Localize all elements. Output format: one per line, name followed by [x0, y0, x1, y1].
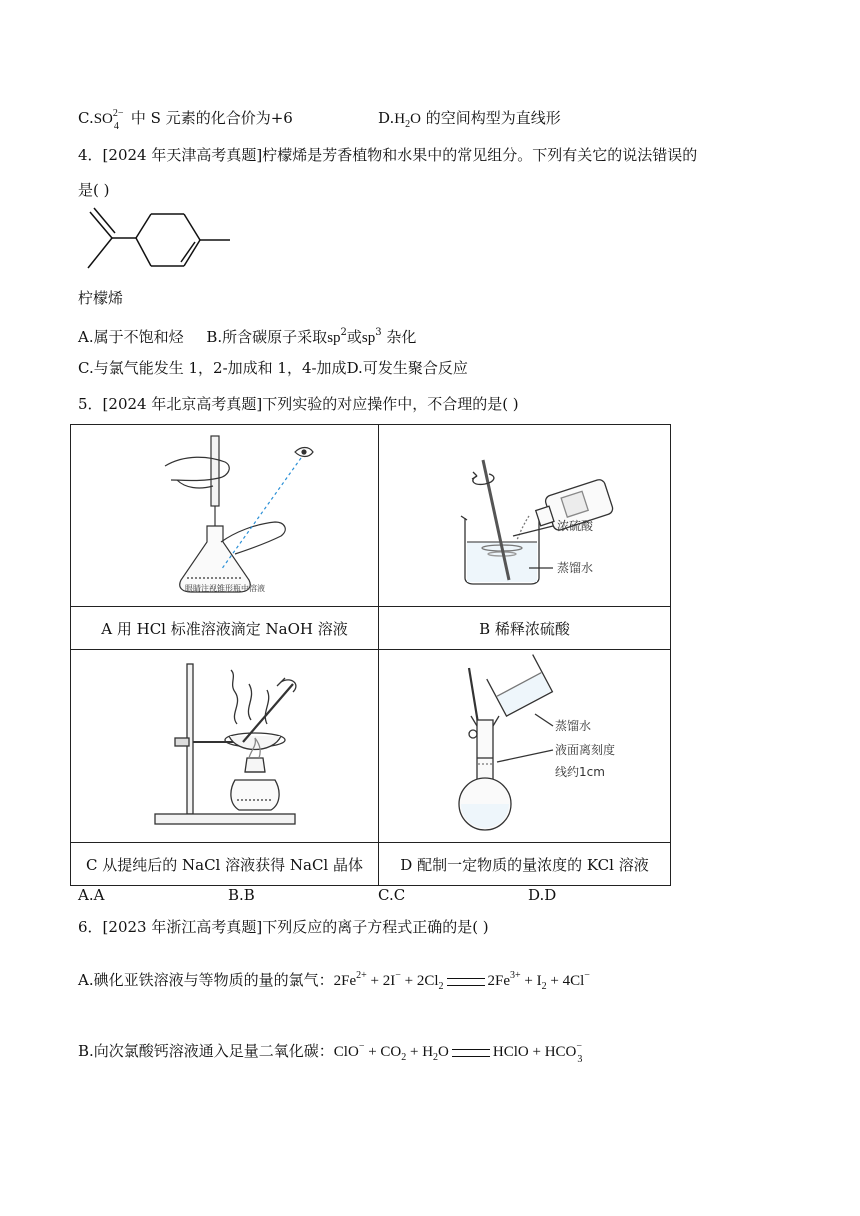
- label-level-line2: 线约1cm: [554, 765, 605, 779]
- eq-a-chlorine-sub: 2: [438, 981, 444, 992]
- eq-a-iodide-charge: −: [395, 970, 401, 981]
- label-distilled-water-d: 蒸馏水: [554, 719, 591, 733]
- q3-option-c-prefix: C.: [78, 109, 94, 127]
- q3-options-line: [78, 107, 561, 132]
- eq-b-co2: + CO: [368, 1044, 402, 1060]
- experiment-table: [70, 424, 671, 886]
- q4-option-d: D.可发生聚合反应: [346, 359, 468, 377]
- eq-a-fe3: 2Fe: [487, 973, 510, 989]
- eq-a-fe2: 2Fe: [333, 973, 357, 989]
- equation-a: [333, 970, 590, 992]
- q3-option-d: [378, 107, 561, 136]
- titration-illustration: [125, 430, 325, 598]
- q4-stem-line2: 是( ): [78, 181, 110, 199]
- cell-a-caption: A 用 HCl 标准溶液滴定 NaOH 溶液: [71, 607, 379, 650]
- q4-stem-line1: 4．[2024 年天津高考真题]柠檬烯是芳香植物和水果中的常见组分。下列有关它的说法错误的: [78, 146, 698, 164]
- cell-d-figure: [379, 650, 671, 843]
- q5-option-a: A.A: [78, 886, 105, 904]
- q4-option-b-text2: 杂化: [386, 328, 417, 346]
- cell-c-caption: C 从提纯后的 NaCl 溶液获得 NaCl 晶体: [71, 843, 379, 886]
- water-subscript: 2: [405, 119, 411, 130]
- equals-sign-a: [447, 978, 485, 986]
- molecule-name: 柠檬烯: [78, 289, 124, 307]
- titration-label: 眼睛注视锥形瓶中溶液: [184, 583, 265, 593]
- eq-a-iodine: + I: [524, 973, 542, 989]
- q5-stem: 5．[2024 年北京高考真题]下列实验的对应操作中，不合理的是( ): [78, 395, 519, 413]
- eq-a-chlorine: + 2Cl: [404, 973, 439, 989]
- q4-option-c: C.与氯气能发生 1，2-加成和 1，4-加成: [78, 359, 347, 377]
- eq-a-fe3-charge: 3+: [510, 970, 521, 981]
- dilution-illustration: [425, 430, 625, 598]
- q6-option-b-text: B.向次氯酸钙溶液通入足量二氧化碳：: [78, 1042, 334, 1060]
- eq-b-h: + H: [410, 1044, 434, 1060]
- q6-option-a-text: A.碘化亚铁溶液与等物质的量的氯气：: [78, 971, 334, 989]
- q4-option-b-sup3: 3: [375, 327, 382, 338]
- q3-option-d-prefix: D.: [378, 109, 395, 127]
- eq-a-iodide: + 2I: [370, 973, 396, 989]
- q4-option-b-or: 或: [346, 328, 362, 346]
- q5-option-d: D.D: [528, 886, 557, 904]
- cell-b-figure: [379, 425, 671, 607]
- q3-option-c-text: 中 S 元素的化合价为+6: [130, 109, 293, 127]
- sulfate-subscript: 4: [113, 121, 119, 132]
- cell-b-caption: B 稀释浓硫酸: [379, 607, 671, 650]
- water-h: H: [394, 111, 406, 127]
- q4-option-b-sup2: 2: [340, 327, 347, 338]
- q6-option-a: [78, 965, 590, 998]
- cell-d-caption: D 配制一定物质的量浓度的 KCl 溶液: [379, 843, 671, 886]
- q4-option-b-sp3: sp: [361, 330, 376, 346]
- eq-b-bicarbonate-sub: 3: [577, 1054, 583, 1065]
- sulfate-charge: 2−: [112, 108, 124, 119]
- q3-option-c: [78, 108, 293, 132]
- water-o: O: [410, 111, 421, 127]
- q3-option-d-text: 的空间构型为直线形: [425, 109, 561, 127]
- eq-b-hypochlorite: ClO: [333, 1044, 359, 1060]
- limonene-structure: [78, 206, 238, 276]
- q6-stem: 6．[2023 年浙江高考真题]下列反应的离子方程式正确的是( ): [78, 918, 489, 936]
- eq-a-iodine-sub: 2: [541, 981, 547, 992]
- q4-options-cd: [78, 357, 468, 379]
- q4-options-ab: [78, 322, 416, 349]
- eq-b-o: O: [438, 1044, 449, 1060]
- label-level-line1: 液面离刻度: [554, 743, 615, 757]
- cell-a-figure: [71, 425, 379, 607]
- q6-option-b: [78, 1036, 594, 1069]
- eq-b-bicarbonate-charge: −: [576, 1041, 582, 1052]
- eq-b-co2-sub: 2: [401, 1052, 407, 1063]
- water-formula: [394, 111, 421, 130]
- q5-option-c: C.C: [378, 886, 406, 904]
- eq-b-products: HClO + HCO: [492, 1044, 577, 1060]
- eq-a-fe2-charge: 2+: [356, 970, 367, 981]
- eq-a-chloride: + 4Cl: [550, 973, 585, 989]
- q4-option-b-text1: B.所含碳原子采取: [206, 328, 328, 346]
- q5-options: [78, 884, 556, 906]
- equation-b: [333, 1041, 595, 1065]
- q4-option-a: A.属于不饱和烃: [78, 328, 184, 346]
- eq-b-h-sub: 2: [433, 1052, 439, 1063]
- equals-sign-b: [452, 1049, 490, 1057]
- label-distilled-water-b: 蒸馏水: [556, 560, 593, 575]
- sulfate-formula-main: SO: [93, 111, 113, 127]
- volumetric-flask-illustration: [425, 654, 625, 834]
- eq-a-chloride-charge: −: [584, 970, 590, 981]
- eq-b-hypochlorite-charge: −: [358, 1041, 365, 1052]
- q4-option-b-sp2: sp: [327, 330, 341, 346]
- q5-option-b: B.B: [228, 886, 255, 904]
- q4-option-b: [206, 328, 416, 346]
- sulfate-formula: [93, 108, 131, 132]
- label-concentrated-acid: 浓硫酸: [556, 518, 593, 533]
- evaporation-illustration: [125, 654, 325, 834]
- cell-c-figure: [71, 650, 379, 843]
